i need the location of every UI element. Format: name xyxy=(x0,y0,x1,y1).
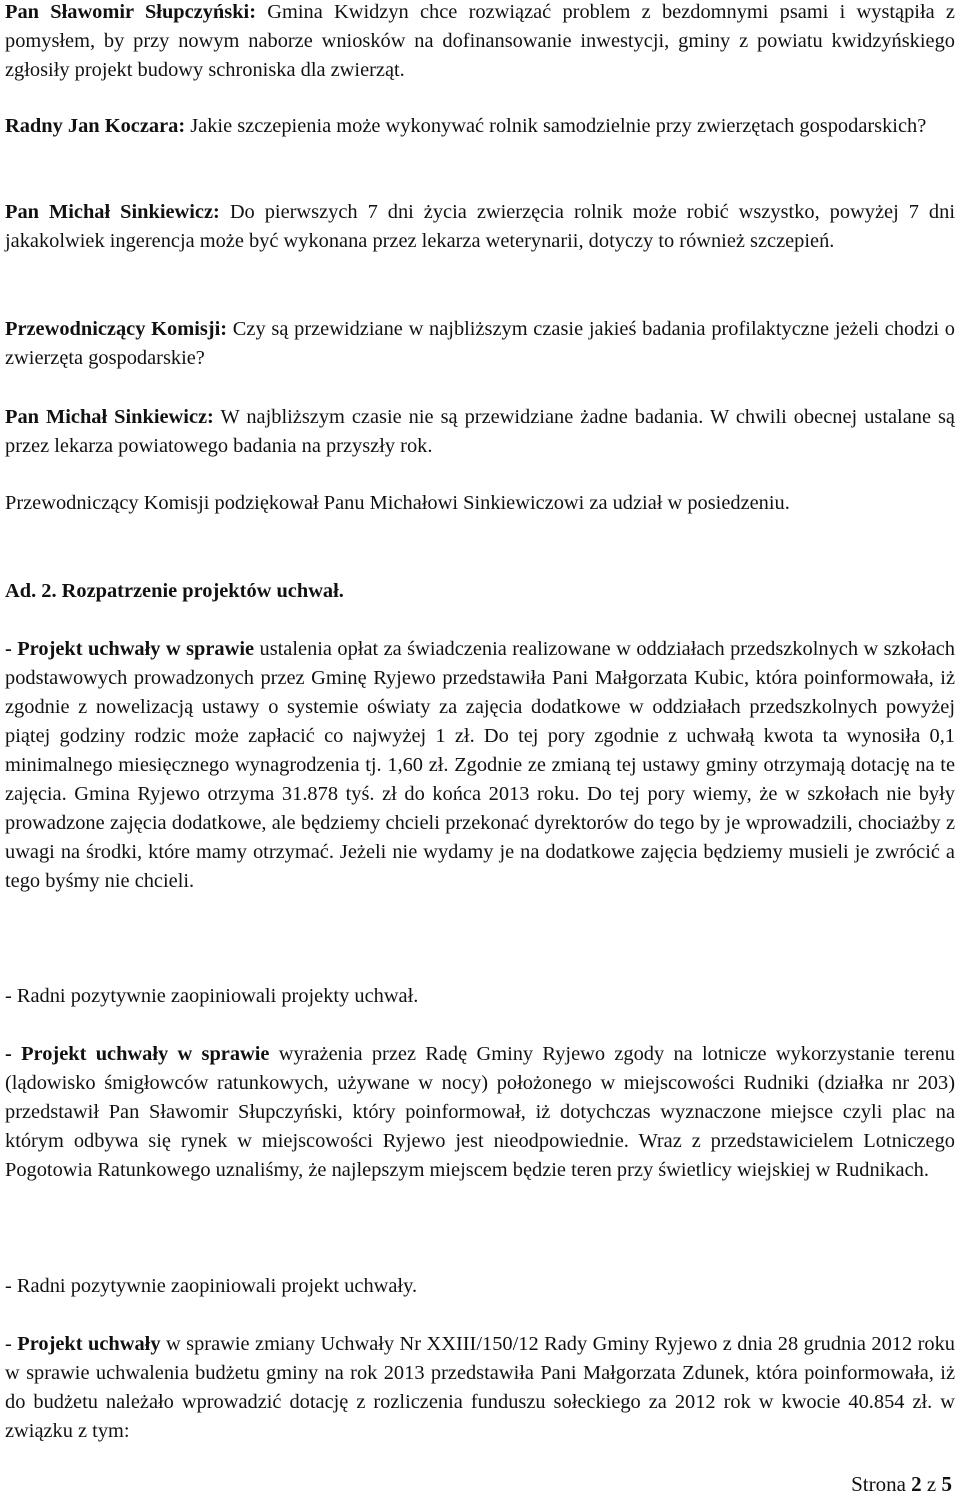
paragraph-slupczynski xyxy=(5,0,955,85)
paragraph-text: Przewodniczący Komisji podziękował Panu Michałowi Sinkiewiczowi za udział w posiedzeniu. xyxy=(5,492,790,514)
paragraph-przewodniczacy xyxy=(5,315,955,373)
paragraph-text: Do pierwszych 7 dni życia zwierzęcia rolnik może robić wszystko, powyżej 7 dni jakakolwiek ingerencja może być wykonana przez lekarza weterynarii, dotyczy to również szczepień. xyxy=(5,201,955,252)
footer-page-number: 2 xyxy=(911,1472,922,1496)
resolution-oplaty xyxy=(5,635,955,896)
paragraph-koczara xyxy=(5,112,955,141)
paragraph-text: Jakie szczepienia może wykonywać rolnik samodzielnie przy zwierzętach gospodarskich? xyxy=(185,115,927,137)
footer-total-pages: 5 xyxy=(941,1472,952,1496)
paragraph-podziekowanie xyxy=(5,489,955,518)
opinion-text: - Radni pozytywnie zaopiniowali projekty uchwał. xyxy=(5,985,419,1007)
paragraph-sinkiewicz-2 xyxy=(5,403,955,461)
section-heading: Ad. 2. Rozpatrzenie projektów uchwał. xyxy=(5,580,344,602)
opinion-text: - Radni pozytywnie zaopiniowali projekt uchwały. xyxy=(5,1275,418,1297)
paragraph-sinkiewicz-1 xyxy=(5,198,955,256)
resolution-text: wyrażenia przez Radę Gminy Ryjewo zgody na lotnicze wykorzystanie terenu (lądowisko śmigłowców ratunkowych, używane w nocy) położonego w miejscowości Rudniki (działka nr 203) przedstawił Pan Sławomir Słupczyński, który poinformował, iż dotychczas wyznaczone miejsce czyli plac na którym odbywa się rynek w miejscowości Ryjewo jest nieodpowiednie. Wraz z przedstawicielem Lotniczego Pogotowia Ratunkowego uznaliśmy, że najlepszym miejscem będzie teren przy świetlicy wiejskiej w Rudnikach. xyxy=(5,1043,955,1181)
page-footer xyxy=(851,1470,952,1499)
speaker-name: Pan Michał Sinkiewicz: xyxy=(5,201,220,223)
resolution-prefix: - xyxy=(5,1333,18,1355)
opinion-note-1 xyxy=(5,982,955,1011)
speaker-name: Pan Sławomir Słupczyński: xyxy=(5,1,256,23)
resolution-budzet xyxy=(5,1330,955,1446)
resolution-lead: Projekt uchwały xyxy=(17,1333,161,1355)
footer-label: Strona xyxy=(851,1472,906,1496)
speaker-name: Radny Jan Koczara: xyxy=(5,115,186,137)
speaker-name: Pan Michał Sinkiewicz: xyxy=(5,406,214,428)
footer-separator: z xyxy=(926,1472,937,1496)
speaker-name: Przewodniczący Komisji: xyxy=(5,318,228,340)
resolution-text: ustalenia opłat za świadczenia realizowane w oddziałach przedszkolnych w szkołach podstawowych prowadzonych przez Gminę Ryjewo przedstawiła Pani Małgorzata Kubic, która poinformowała, iż zgodnie z nowelizacją ustawy o systemie oświaty za zajęcia dodatkowe w oddziałach przedszkolnych powyżej piątej godziny rodzic może zapłacić co najwyżej 1 zł. Do tej pory zgodnie z uchwałą kwota ta wynosiła 0,1 minimalnego miesięcznego wynagrodzenia tj. 1,60 zł. Zgodnie ze zmianą tej ustawy gminy otrzymają dotację na te zajęcia. Gmina Ryjewo otrzyma 31.878 tyś. zł do końca 2013 roku. Do tej pory wiemy, że w szkołach nie były prowadzone zajęcia dodatkowe, ale będziemy chcieli przekonać dyrektorów do tego by je wprowadzili, chociażby z uwagi na środki, które mamy otrzymać. Jeżeli nie wydamy je na dodatkowe zajęcia będziemy musieli je zwrócić a tego byśmy nie chcieli. xyxy=(5,638,955,892)
resolution-text: w sprawie zmiany Uchwały Nr XXIII/150/12 Rady Gminy Ryjewo z dnia 28 grudnia 2012 roku w sprawie uchwalenia budżetu gminy na rok 2013 przedstawiła Pani Małgorzata Zdunek, która poinformowała, iż do budżetu należało wprowadzić dotację z rozliczenia funduszu sołeckiego za 2012 rok w kwocie 40.854 zł. w związku z tym: xyxy=(5,1333,955,1442)
paragraph-text: Gmina Kwidzyn chce rozwiązać problem z bezdomnymi psami i wystąpiła z pomysłem, by przy nowym naborze wniosków na dofinansowanie inwestycji, gminy z powiatu kwidzyńskiego zgłosiły projekt budowy schroniska dla zwierząt. xyxy=(5,1,955,81)
resolution-ladowisko xyxy=(5,1040,955,1185)
resolution-lead: - Projekt uchwały w sprawie xyxy=(5,638,255,660)
paragraph-text: Czy są przewidziane w najbliższym czasie jakieś badania profilaktyczne jeżeli chodzi o zwierzęta gospodarskie? xyxy=(5,318,956,369)
opinion-note-2 xyxy=(5,1272,955,1301)
resolution-lead: - Projekt uchwały w sprawie xyxy=(5,1043,270,1065)
paragraph-text: W najbliższym czasie nie są przewidziane żadne badania. W chwili obecnej ustalane są przez lekarza powiatowego badania na przyszły rok. xyxy=(5,406,955,457)
